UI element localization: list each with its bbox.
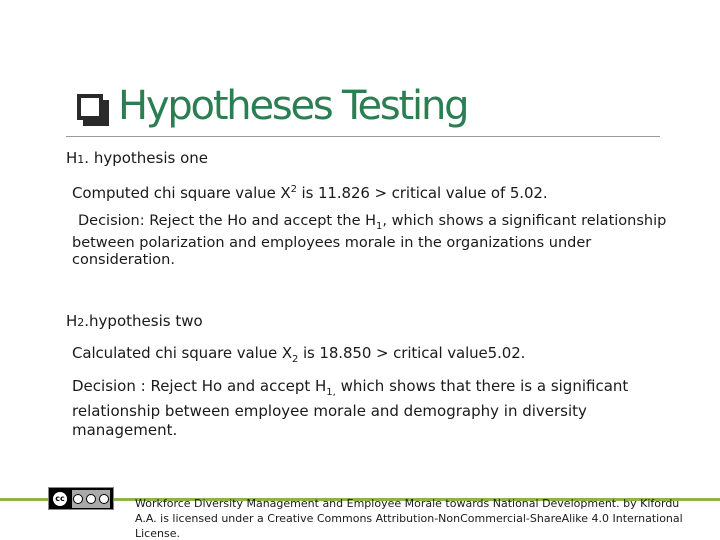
cc-icon: cc xyxy=(51,490,69,508)
license-link[interactable]: Creative Commons Attribution-NonCommercial-ShareAlike 4.0 International License xyxy=(135,512,683,540)
checkbox-bullet-icon xyxy=(74,85,112,127)
hypothesis-one-heading: H1. hypothesis one xyxy=(66,149,208,167)
attribution-icon xyxy=(73,494,83,504)
hypothesis-one-computed-value: Computed chi square value $X^2$ is 11.826 > critical value of 5.02. xyxy=(72,184,548,202)
hypothesis-two-calculated-value: Calculated chi square value $X_2$ is 18.850 > critical value5.02. xyxy=(72,344,526,365)
hypothesis-two-heading: H2.hypothesis two xyxy=(66,312,203,330)
license-icons xyxy=(72,490,110,508)
slide-title-row xyxy=(74,80,467,132)
sharealike-icon xyxy=(99,494,109,504)
hypothesis-two-decision: Decision : Reject Ho and accept $H_{1,}$ which shows that there is a significant relationship between employee morale and demography in diversity management. xyxy=(72,377,629,439)
slide-title: Hypotheses Testing xyxy=(118,83,468,129)
hypothesis-one-decision: Decision: Reject the Ho and accept the $H_1$, which shows a significant relationship between polarization and employees morale in the organizations under consideration. xyxy=(72,213,667,268)
author-name: Kifordu A.A. xyxy=(135,497,680,525)
creative-commons-badge[interactable] xyxy=(48,487,114,510)
footer-license-text: Workforce Diversity Management and Employee Morale towards National Development. by Kifordu A.A. is licensed under a Creative Commons Attribution-NonCommercial-ShareAlike 4.0 International License. xyxy=(135,497,683,540)
work-title-link[interactable]: Workforce Diversity Management and Employee Morale towards National Development. xyxy=(135,497,620,510)
noncommercial-icon xyxy=(86,494,96,504)
title-divider xyxy=(66,136,660,137)
